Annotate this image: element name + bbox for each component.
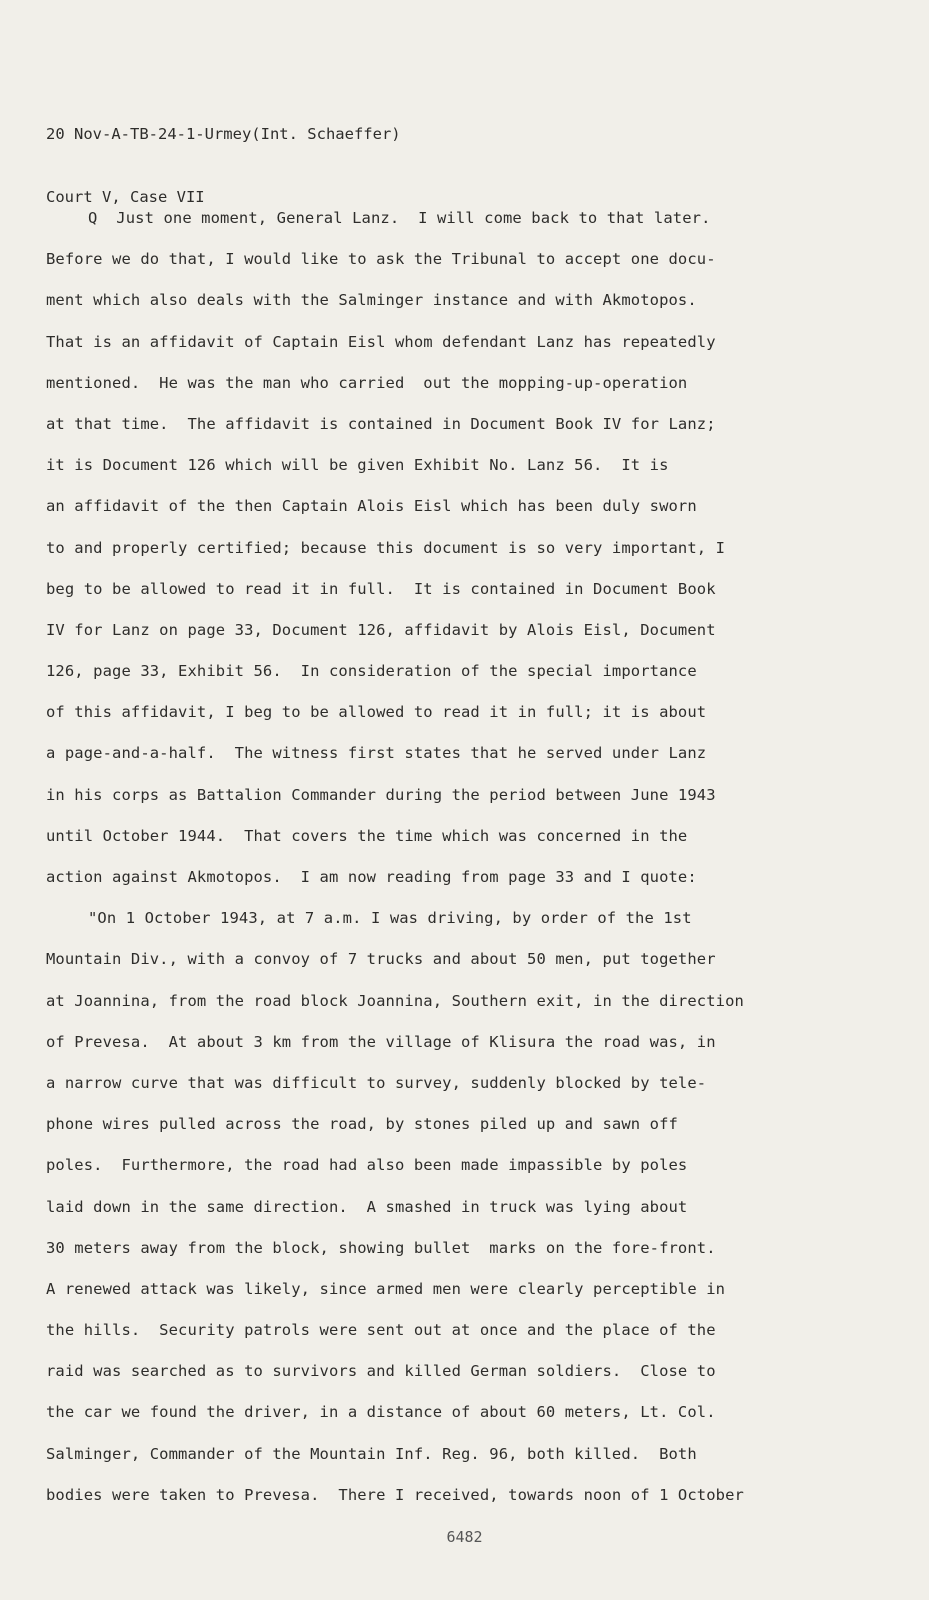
text-line: IV for Lanz on page 33, Document 126, affidavit by Alois Eisl, Document (46, 620, 716, 639)
text-line: phone wires pulled across the road, by stones piled up and sawn off (46, 1115, 678, 1134)
header-reference-line: 20 Nov-A-TB-24-1-Urmey(Int. Schaeffer) (46, 125, 401, 143)
transcript-body (46, 206, 906, 1524)
page-number: 6482 (446, 1528, 483, 1546)
text-line: it is Document 126 which will be given Exhibit No. Lanz 56. It is (46, 456, 669, 475)
text-line: 30 meters away from the block, showing bullet marks on the fore-front. (46, 1238, 716, 1257)
text-line: mentioned. He was the man who carried out the mopping-up-operation (46, 373, 688, 392)
text-line: "On 1 October 1943, at 7 a.m. I was driving, by order of the 1st (88, 909, 692, 928)
text-line: in his corps as Battalion Commander during the period between June 1943 (46, 785, 716, 804)
text-line: the car we found the driver, in a distance of about 60 meters, Lt. Col. (46, 1403, 716, 1422)
text-line: at Joannina, from the road block Joannina, Southern exit, in the direction (46, 991, 744, 1010)
text-line: action against Akmotopos. I am now reading from page 33 and I quote: (46, 868, 697, 886)
text-line: a narrow curve that was difficult to survey, suddenly blocked by tele- (46, 1073, 707, 1092)
text-line: a page-and-a-half. The witness first states that he served under Lanz (46, 744, 707, 763)
text-line: Before we do that, I would like to ask the Tribunal to accept one docu- (46, 250, 716, 269)
text-line: bodies were taken to Prevesa. There I received, towards noon of 1 October (46, 1485, 744, 1504)
text-line: at that time. The affidavit is contained in Document Book IV for Lanz; (46, 414, 716, 433)
text-line: beg to be allowed to read it in full. It is contained in Document Book (46, 579, 716, 598)
text-line: Q Just one moment, General Lanz. I will come back to that later. (88, 209, 711, 227)
header-court-case-line: Court V, Case VII (46, 188, 205, 206)
text-line: an affidavit of the then Captain Alois Eisl which has been duly sworn (46, 497, 697, 516)
text-line: raid was searched as to survivors and killed German soldiers. Close to (46, 1362, 716, 1381)
text-line: of Prevesa. At about 3 km from the village of Klisura the road was, in (46, 1032, 716, 1051)
text-line: until October 1944. That covers the time which was concerned in the (46, 826, 688, 845)
text-line: of this affidavit, I beg to be allowed to read it in full; it is about (46, 703, 707, 722)
text-line: poles. Furthermore, the road had also been made impassible by poles (46, 1156, 688, 1175)
text-line: laid down in the same direction. A smashed in truck was lying about (46, 1197, 688, 1216)
text-line: ment which also deals with the Salminger instance and with Akmotopos. (46, 291, 697, 310)
text-line: That is an affidavit of Captain Eisl whom defendant Lanz has repeatedly (46, 332, 716, 351)
text-line: 126, page 33, Exhibit 56. In consideration of the special importance (46, 662, 697, 681)
text-line: Salminger, Commander of the Mountain Inf. Reg. 96, both killed. Both (46, 1444, 697, 1463)
text-line: to and properly certified; because this document is so very important, I (46, 538, 726, 557)
text-line: the hills. Security patrols were sent out at once and the place of the (46, 1321, 716, 1340)
text-line: A renewed attack was likely, since armed men were clearly perceptible in (46, 1279, 726, 1298)
text-line: Mountain Div., with a convoy of 7 trucks and about 50 men, put together (46, 950, 716, 969)
